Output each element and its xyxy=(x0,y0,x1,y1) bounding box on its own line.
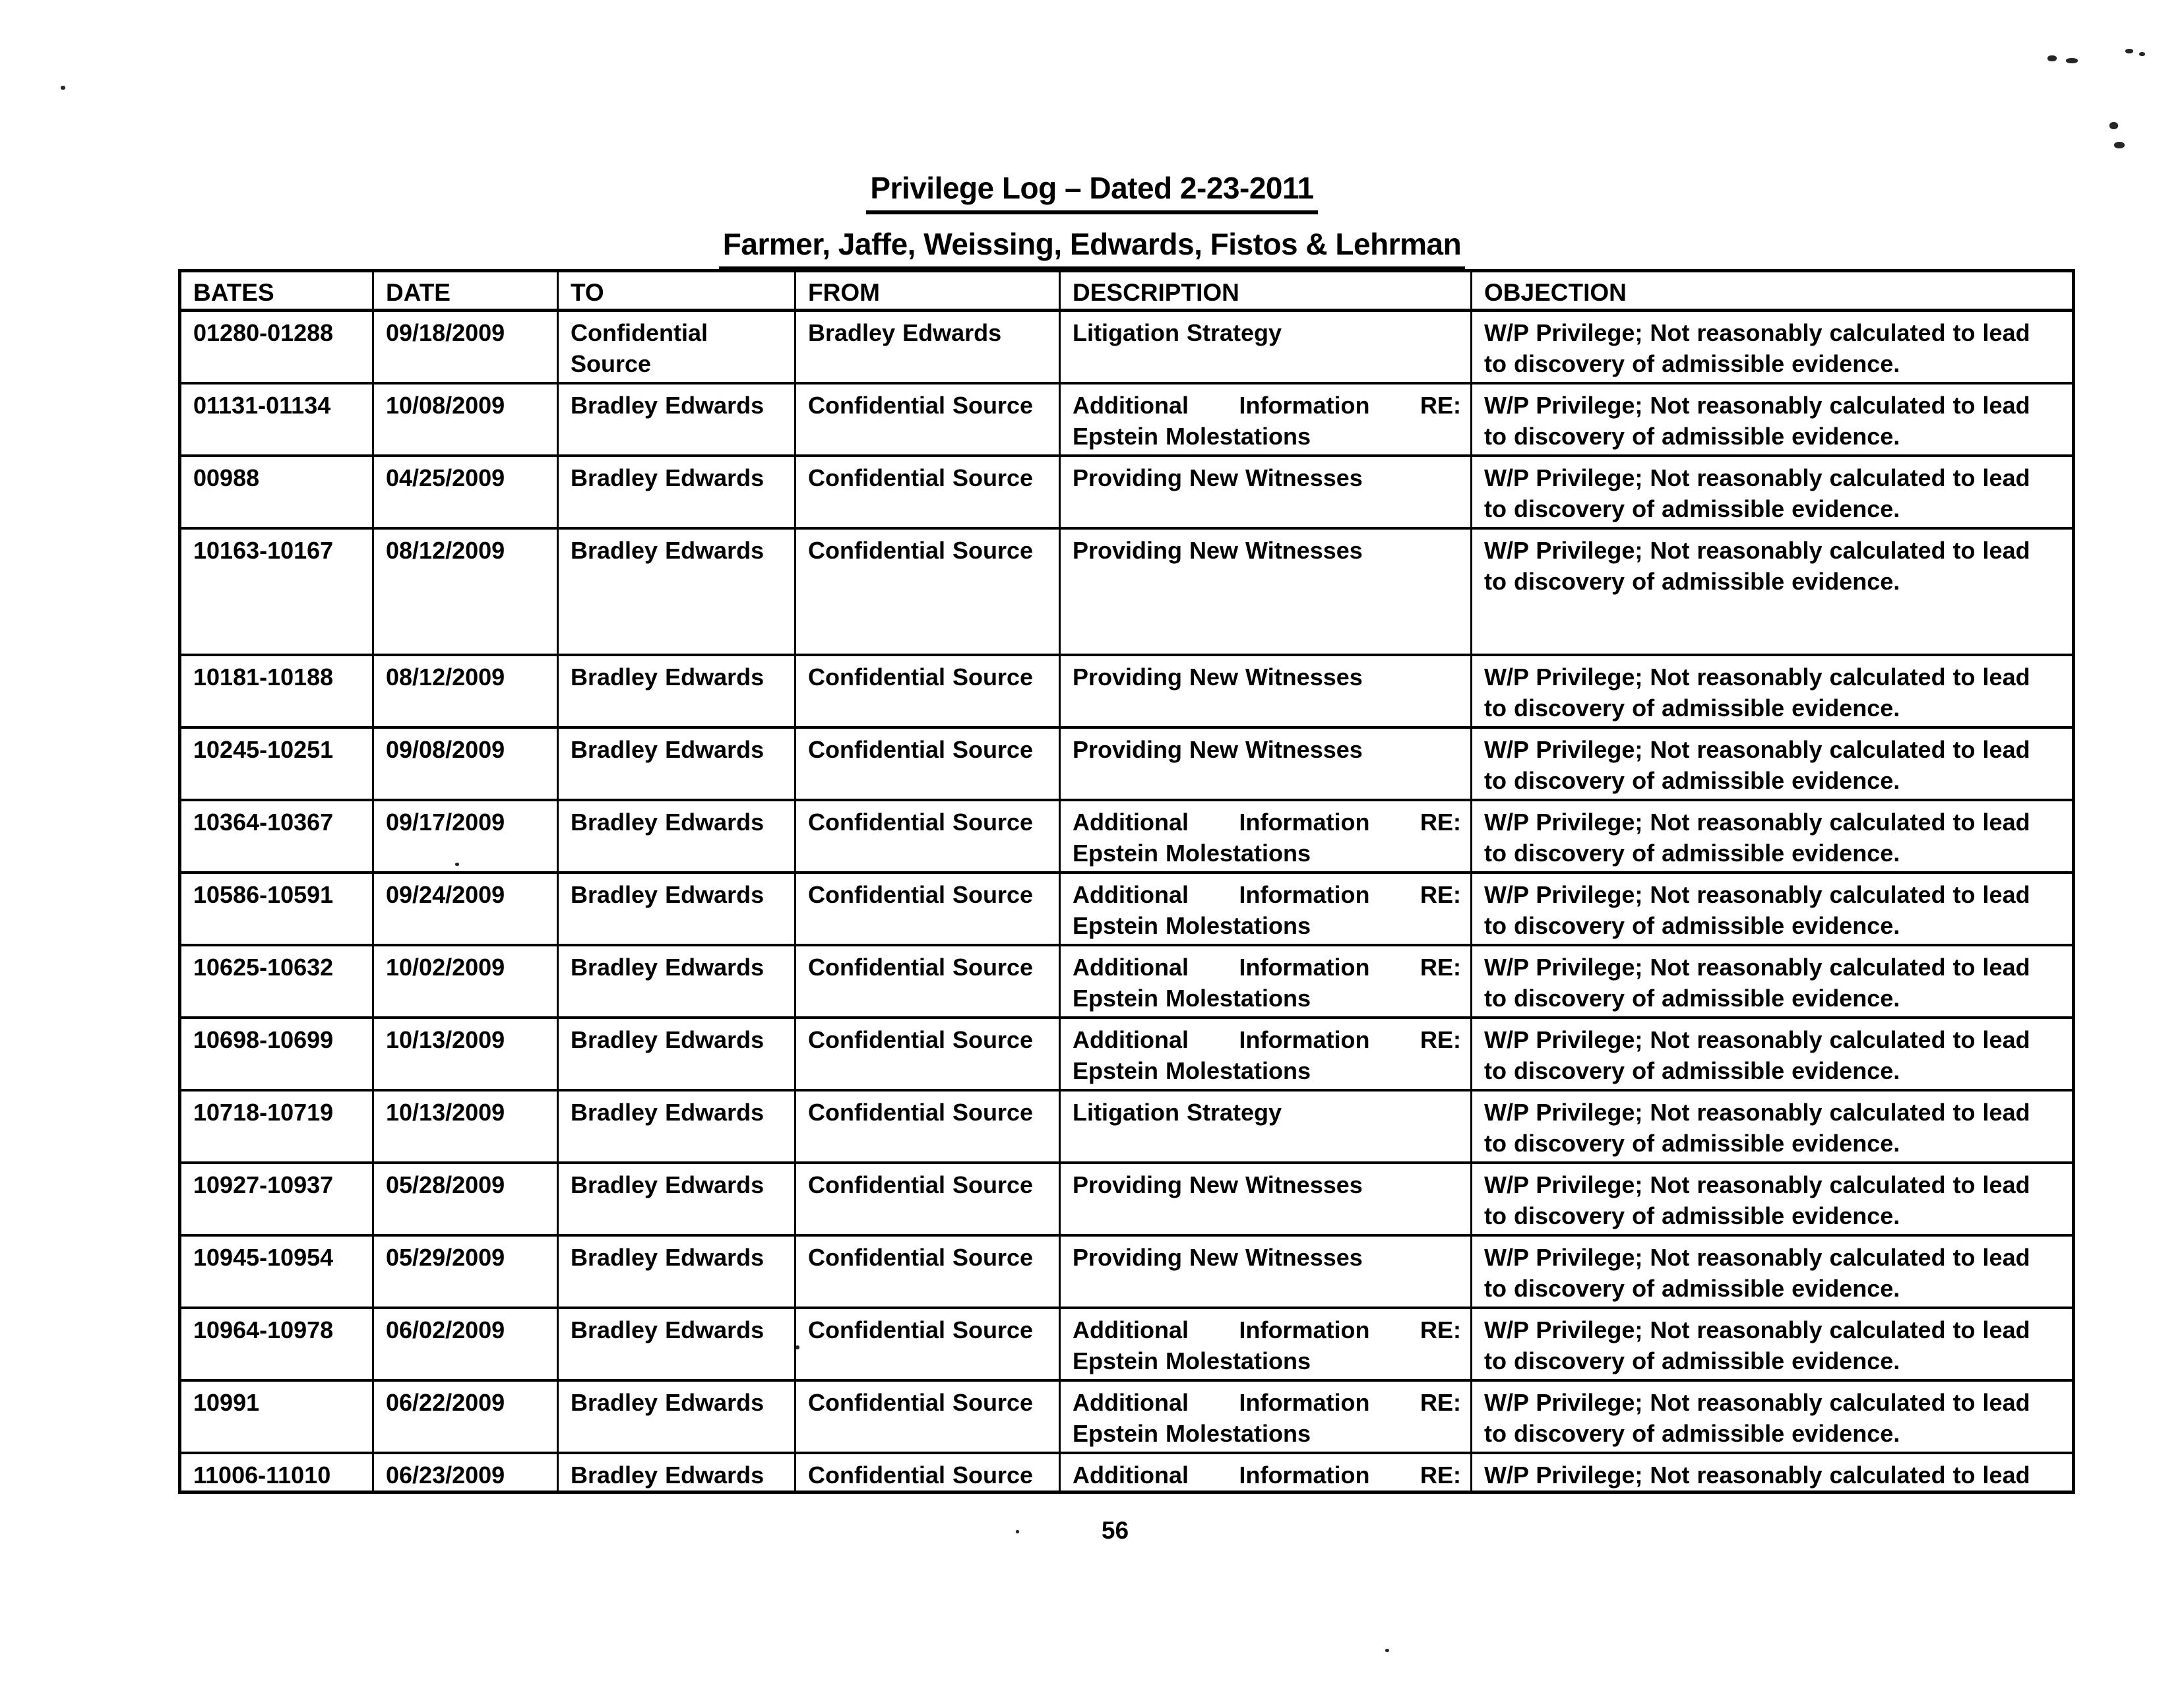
scan-artifact xyxy=(2047,55,2057,61)
column-header-date: DATE xyxy=(373,271,558,311)
cell-description: Additional Information RE: xyxy=(1060,1453,1472,1492)
table-row xyxy=(180,727,2074,800)
cell-description: Litigation Strategy xyxy=(1060,1090,1472,1163)
table-row xyxy=(180,945,2074,1018)
cell-to: Bradley Edwards xyxy=(558,528,796,655)
scan-artifact xyxy=(2066,58,2078,63)
cell-bates: 10586-10591 xyxy=(180,873,373,945)
cell-from: Confidential Source xyxy=(796,1163,1060,1235)
cell-from: Bradley Edwards xyxy=(796,311,1060,383)
scan-artifact xyxy=(455,863,459,866)
column-header-objection: OBJECTION xyxy=(1472,271,2074,311)
cell-to: Confidential Source xyxy=(558,311,796,383)
cell-objection: W/P Privilege; Not reasonably calculated to lead to discovery of admissible evidence. xyxy=(1472,945,2074,1018)
cell-date: 09/24/2009 xyxy=(373,873,558,945)
cell-bates: 10163-10167 xyxy=(180,528,373,655)
table-row xyxy=(180,383,2074,456)
cell-objection: W/P Privilege; Not reasonably calculated to lead to discovery of admissible evidence. xyxy=(1472,456,2074,528)
cell-description: Additional Information RE: Epstein Molestations xyxy=(1060,800,1472,873)
cell-to: Bradley Edwards xyxy=(558,727,796,800)
table-body xyxy=(180,311,2074,1492)
cell-from: Confidential Source xyxy=(796,1018,1060,1090)
cell-bates: 10625-10632 xyxy=(180,945,373,1018)
cell-bates: 10364-10367 xyxy=(180,800,373,873)
column-header-to: TO xyxy=(558,271,796,311)
cell-bates: 11006-11010 xyxy=(180,1453,373,1492)
cell-date: 04/25/2009 xyxy=(373,456,558,528)
cell-date: 06/22/2009 xyxy=(373,1380,558,1453)
cell-date: 06/23/2009 xyxy=(373,1453,558,1492)
cell-description: Additional Information RE: Epstein Molestations xyxy=(1060,383,1472,456)
cell-date: 10/08/2009 xyxy=(373,383,558,456)
cell-description: Providing New Witnesses xyxy=(1060,1235,1472,1308)
table-row xyxy=(180,1090,2074,1163)
cell-date: 09/17/2009 xyxy=(373,800,558,873)
cell-to: Bradley Edwards xyxy=(558,1090,796,1163)
scan-artifact xyxy=(2125,49,2133,53)
cell-to: Bradley Edwards xyxy=(558,456,796,528)
cell-date: 06/02/2009 xyxy=(373,1308,558,1380)
scan-artifact xyxy=(2109,122,2118,129)
cell-bates: 00988 xyxy=(180,456,373,528)
cell-from: Confidential Source xyxy=(796,873,1060,945)
title-line-1 xyxy=(145,170,2039,214)
cell-to: Bradley Edwards xyxy=(558,383,796,456)
cell-objection: W/P Privilege; Not reasonably calculated to lead to discovery of admissible evidence. xyxy=(1472,1308,2074,1380)
cell-from: Confidential Source xyxy=(796,945,1060,1018)
cell-bates: 10964-10978 xyxy=(180,1308,373,1380)
cell-bates: 01131-01134 xyxy=(180,383,373,456)
cell-objection: W/P Privilege; Not reasonably calculated to lead to discovery of admissible evidence. xyxy=(1472,311,2074,383)
table-header xyxy=(180,271,2074,311)
cell-from: Confidential Source xyxy=(796,1380,1060,1453)
document-title xyxy=(145,170,2039,282)
cell-from: Confidential Source xyxy=(796,528,1060,655)
scan-artifact xyxy=(1385,1649,1389,1652)
cell-from: Confidential Source xyxy=(796,1453,1060,1492)
table-row xyxy=(180,655,2074,727)
cell-bates: 10245-10251 xyxy=(180,727,373,800)
header-row xyxy=(180,271,2074,311)
cell-bates: 01280-01288 xyxy=(180,311,373,383)
cell-to: Bradley Edwards xyxy=(558,1453,796,1492)
cell-objection: W/P Privilege; Not reasonably calculated to lead to discovery of admissible evidence. xyxy=(1472,383,2074,456)
cell-date: 05/29/2009 xyxy=(373,1235,558,1308)
cell-description: Providing New Witnesses xyxy=(1060,1163,1472,1235)
scan-artifact xyxy=(2114,142,2125,148)
scan-artifact xyxy=(1016,1530,1019,1533)
cell-from: Confidential Source xyxy=(796,1308,1060,1380)
cell-to: Bradley Edwards xyxy=(558,1235,796,1308)
title-line-2-text: Farmer, Jaffe, Weissing, Edwards, Fistos & Lehrman xyxy=(719,226,1465,270)
page-number: 56 xyxy=(1101,1517,1129,1544)
table-row xyxy=(180,1308,2074,1380)
cell-description: Additional Information RE: Epstein Molestations xyxy=(1060,945,1472,1018)
cell-from: Confidential Source xyxy=(796,727,1060,800)
title-line-2 xyxy=(145,226,2039,270)
cell-objection: W/P Privilege; Not reasonably calculated to lead to discovery of admissible evidence. xyxy=(1472,1163,2074,1235)
table-row xyxy=(180,1235,2074,1308)
cell-description: Providing New Witnesses xyxy=(1060,528,1472,655)
cell-bates: 10945-10954 xyxy=(180,1235,373,1308)
column-header-bates: BATES xyxy=(180,271,373,311)
cell-date: 10/13/2009 xyxy=(373,1018,558,1090)
cell-description: Additional Information RE: Epstein Molestations xyxy=(1060,1380,1472,1453)
scan-artifact xyxy=(61,86,65,90)
table-row xyxy=(180,1163,2074,1235)
cell-to: Bradley Edwards xyxy=(558,1380,796,1453)
cell-bates: 10991 xyxy=(180,1380,373,1453)
cell-to: Bradley Edwards xyxy=(558,1163,796,1235)
cell-date: 10/02/2009 xyxy=(373,945,558,1018)
cell-description: Additional Information RE: Epstein Molestations xyxy=(1060,1308,1472,1380)
cell-description: Providing New Witnesses xyxy=(1060,655,1472,727)
cell-from: Confidential Source xyxy=(796,655,1060,727)
cell-to: Bradley Edwards xyxy=(558,945,796,1018)
cell-description: Providing New Witnesses xyxy=(1060,456,1472,528)
cell-objection: W/P Privilege; Not reasonably calculated to lead xyxy=(1472,1453,2074,1492)
cell-bates: 10698-10699 xyxy=(180,1018,373,1090)
cell-to: Bradley Edwards xyxy=(558,655,796,727)
table-row xyxy=(180,1380,2074,1453)
cell-objection: W/P Privilege; Not reasonably calculated to lead to discovery of admissible evidence. xyxy=(1472,1018,2074,1090)
cell-description: Additional Information RE: Epstein Molestations xyxy=(1060,1018,1472,1090)
cell-description: Litigation Strategy xyxy=(1060,311,1472,383)
cell-to: Bradley Edwards xyxy=(558,800,796,873)
cell-to: Bradley Edwards xyxy=(558,873,796,945)
table-row xyxy=(180,800,2074,873)
cell-objection: W/P Privilege; Not reasonably calculated to lead to discovery of admissible evidence. xyxy=(1472,1380,2074,1453)
scan-artifact xyxy=(2139,52,2145,56)
column-header-from: FROM xyxy=(796,271,1060,311)
column-header-description: DESCRIPTION xyxy=(1060,271,1472,311)
cell-objection: W/P Privilege; Not reasonably calculated to lead to discovery of admissible evidence. xyxy=(1472,727,2074,800)
cell-bates: 10718-10719 xyxy=(180,1090,373,1163)
cell-description: Additional Information RE: Epstein Molestations xyxy=(1060,873,1472,945)
table-row xyxy=(180,311,2074,383)
cell-objection: W/P Privilege; Not reasonably calculated to lead to discovery of admissible evidence. xyxy=(1472,1090,2074,1163)
cell-from: Confidential Source xyxy=(796,800,1060,873)
cell-date: 09/08/2009 xyxy=(373,727,558,800)
cell-from: Confidential Source xyxy=(796,1235,1060,1308)
table-row xyxy=(180,456,2074,528)
cell-objection: W/P Privilege; Not reasonably calculated to lead to discovery of admissible evidence. xyxy=(1472,528,2074,655)
cell-bates: 10181-10188 xyxy=(180,655,373,727)
privilege-log-table xyxy=(178,269,2075,1494)
cell-description: Providing New Witnesses xyxy=(1060,727,1472,800)
cell-from: Confidential Source xyxy=(796,1090,1060,1163)
cell-from: Confidential Source xyxy=(796,456,1060,528)
cell-objection: W/P Privilege; Not reasonably calculated to lead to discovery of admissible evidence. xyxy=(1472,655,2074,727)
cell-objection: W/P Privilege; Not reasonably calculated to lead to discovery of admissible evidence. xyxy=(1472,1235,2074,1308)
table-row xyxy=(180,528,2074,655)
cell-date: 08/12/2009 xyxy=(373,528,558,655)
cell-to: Bradley Edwards xyxy=(558,1308,796,1380)
cell-date: 09/18/2009 xyxy=(373,311,558,383)
cell-objection: W/P Privilege; Not reasonably calculated to lead to discovery of admissible evidence. xyxy=(1472,873,2074,945)
table-row xyxy=(180,1453,2074,1492)
cell-from: Confidential Source xyxy=(796,383,1060,456)
cell-date: 05/28/2009 xyxy=(373,1163,558,1235)
table-row xyxy=(180,1018,2074,1090)
cell-date: 10/13/2009 xyxy=(373,1090,558,1163)
cell-bates: 10927-10937 xyxy=(180,1163,373,1235)
cell-objection: W/P Privilege; Not reasonably calculated to lead to discovery of admissible evidence. xyxy=(1472,800,2074,873)
table-row xyxy=(180,873,2074,945)
cell-date: 08/12/2009 xyxy=(373,655,558,727)
scan-artifact xyxy=(796,1345,799,1349)
title-line-1-text: Privilege Log – Dated 2-23-2011 xyxy=(866,170,1317,214)
cell-to: Bradley Edwards xyxy=(558,1018,796,1090)
